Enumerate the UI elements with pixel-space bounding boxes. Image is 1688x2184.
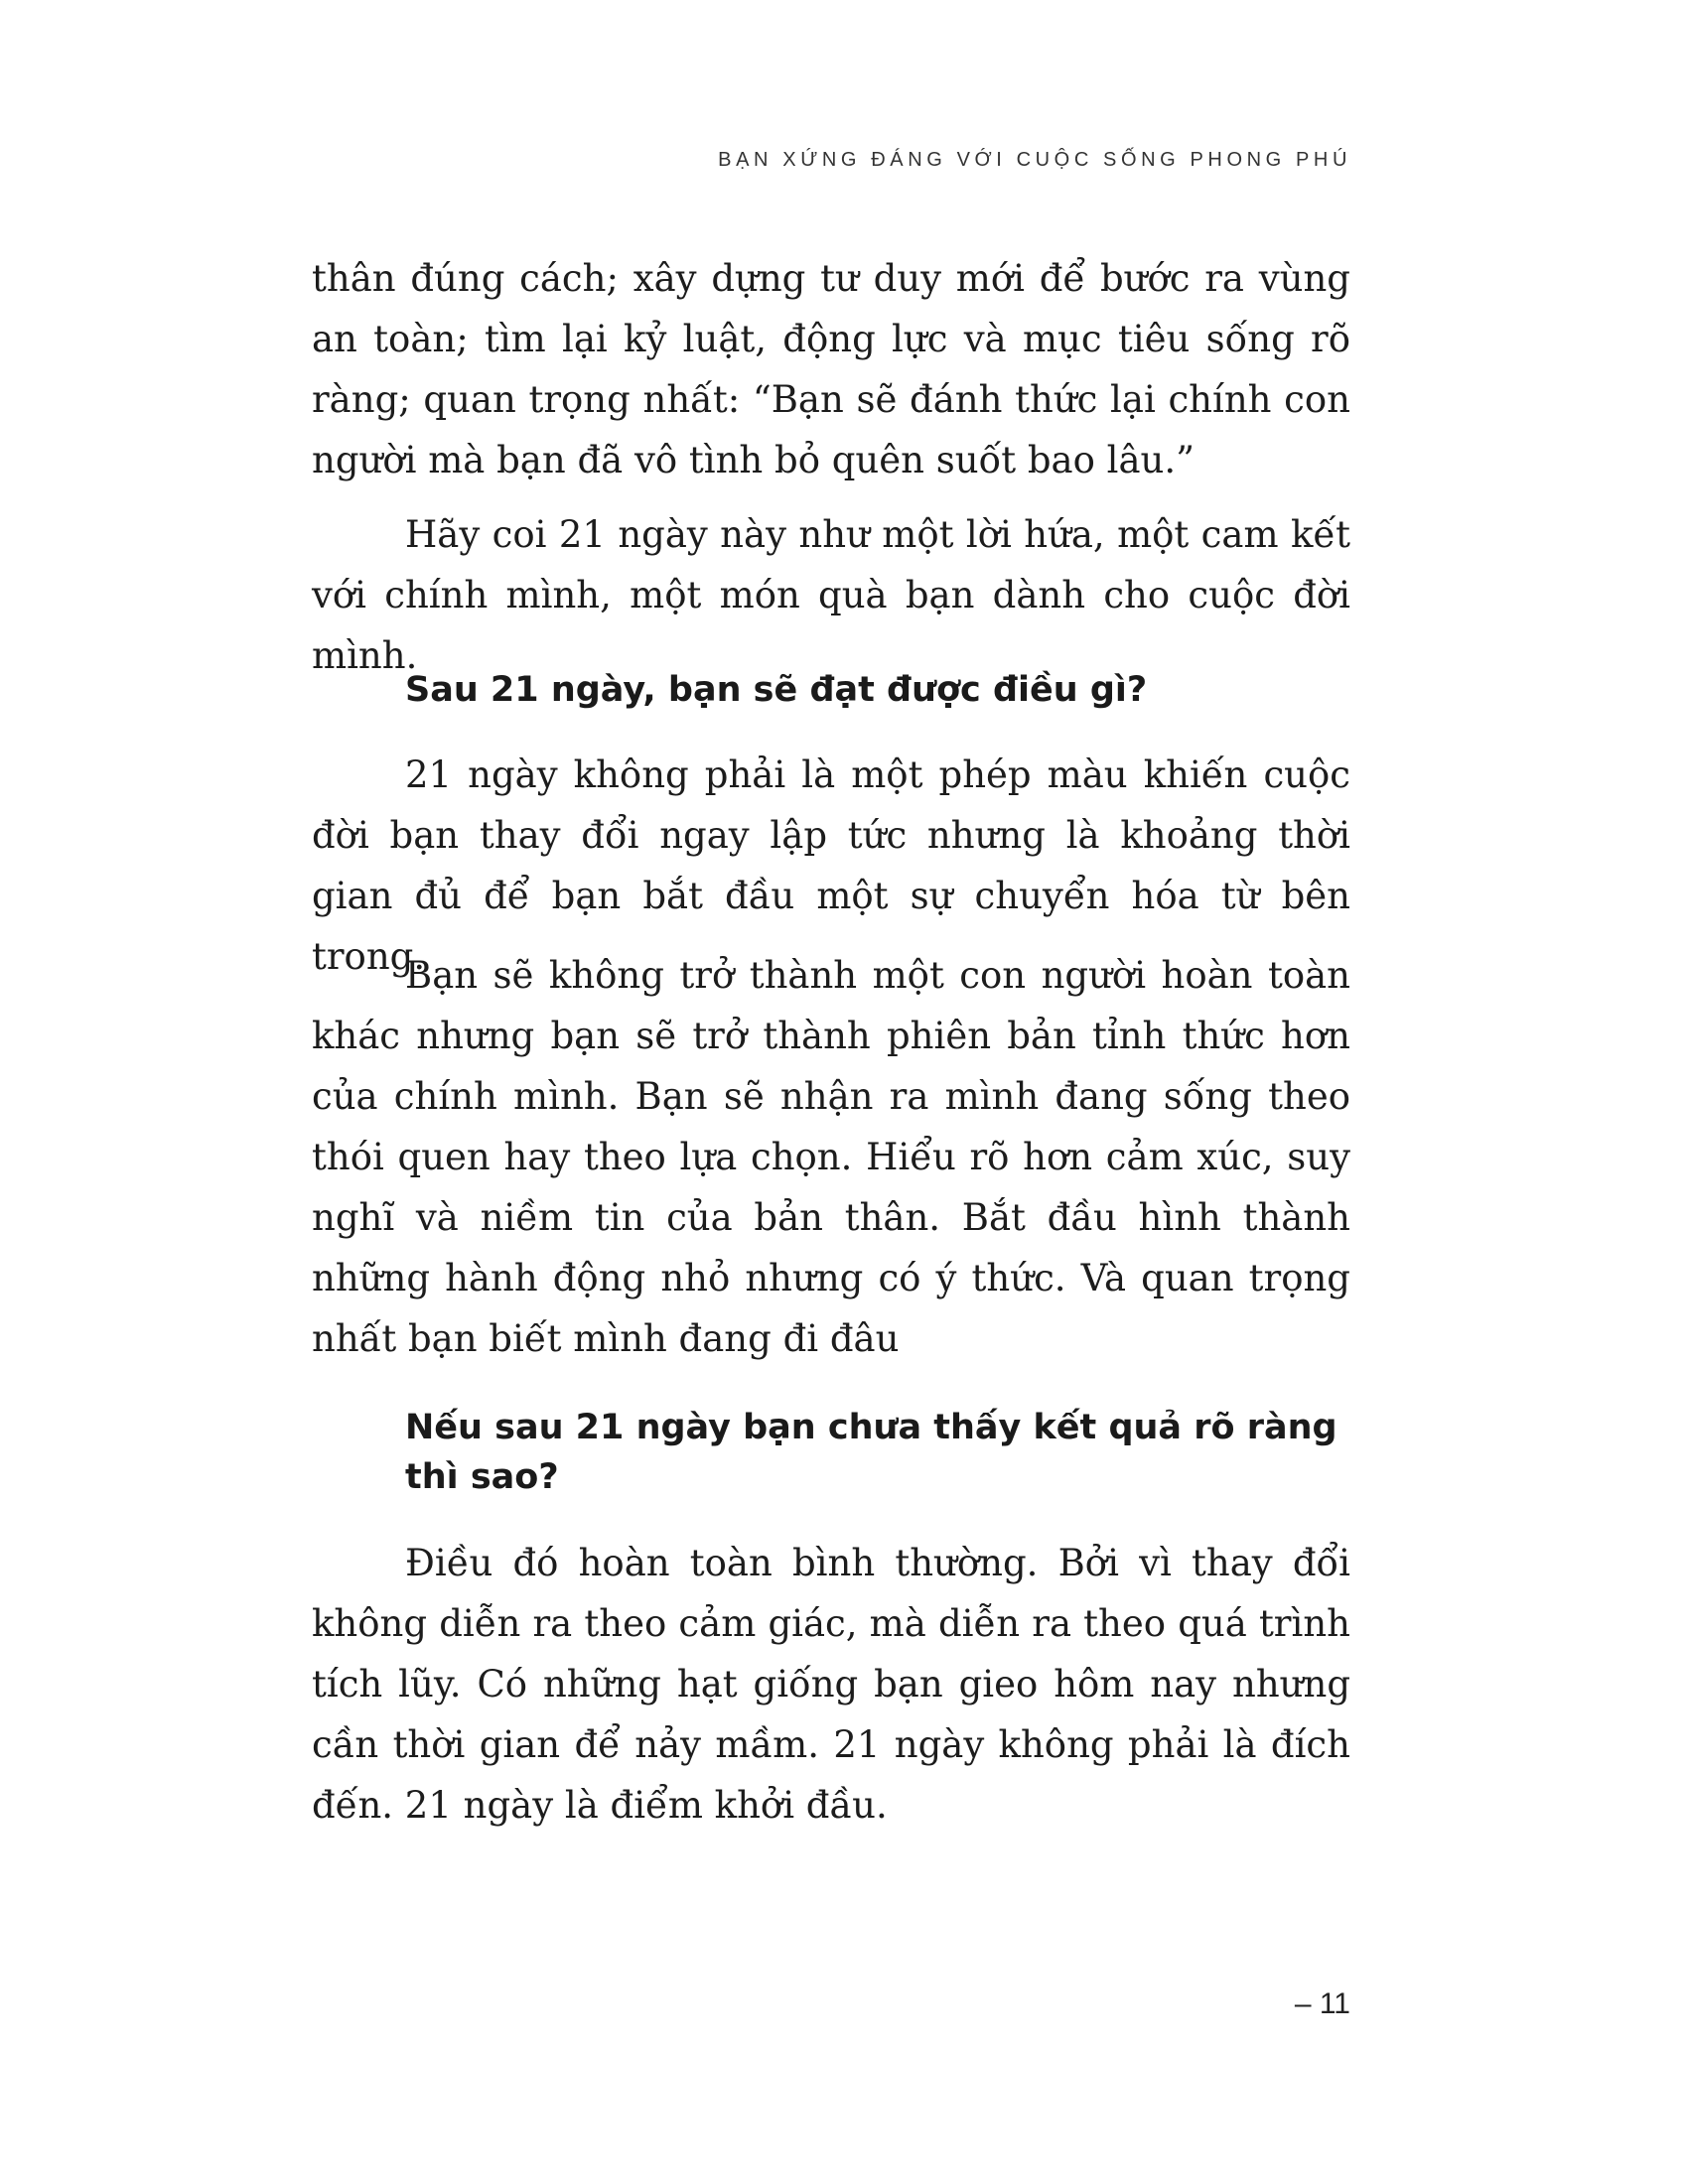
body-paragraph: Hãy coi 21 ngày này như một lời hứa, một cam kết với chính mình, một món quà bạn dành cho cuộc đời mình. — [312, 513, 1350, 677]
page-number: – 11 — [1294, 1987, 1350, 2020]
body-paragraph: thân đúng cách; xây dựng tư duy mới để bước ra vùng an toàn; tìm lại kỷ luật, động lực và mục tiêu sống rõ ràng; quan trọng nhất: “Bạn sẽ đánh thức lại chính con người mà bạn đã vô tình bỏ quên suốt bao lâu.” — [312, 257, 1350, 481]
body-paragraph: Điều đó hoàn toàn bình thường. Bởi vì thay đổi không diễn ra theo cảm giác, mà diễn ra theo quá trình tích lũy. Có những hạt giống bạn gieo hôm nay nhưng cần thời gian để nảy mầm. 21 ngày không phải là đích đến. 21 ngày là điểm khởi đầu. — [312, 1542, 1350, 1827]
section-heading: Sau 21 ngày, bạn sẽ đạt được điều gì? — [405, 670, 1148, 710]
body-paragraph: Bạn sẽ không trở thành một con người hoàn toàn khác nhưng bạn sẽ trở thành phiên bản tỉnh thức hơn của chính mình. Bạn sẽ nhận ra mình đang sống theo thói quen hay theo lựa chọn. Hiểu rõ hơn cảm xúc, suy nghĩ và niềm tin của bản thân. Bắt đầu hình thành những hành động nhỏ nhưng có ý thức. Và quan trọng nhất bạn biết mình đang đi đâu — [312, 954, 1350, 1360]
body-paragraph: 21 ngày không phải là một phép màu khiến cuộc đời bạn thay đổi ngay lập tức nhưng là khoảng thời gian đủ để bạn bắt đầu một sự chuyển hóa từ bên trong. — [312, 753, 1350, 978]
paragraph-awakened-self — [312, 945, 1350, 1369]
paragraph-promise — [312, 504, 1350, 686]
running-header: BẠN XỨNG ĐÁNG VỚI CUỘC SỐNG PHONG PHÚ — [718, 149, 1351, 171]
section-heading: Nếu sau 21 ngày bạn chưa thấy kết quả rõ ràng thì sao? — [405, 1408, 1337, 1497]
paragraph-continuation — [312, 248, 1350, 490]
paragraph-normal — [312, 1533, 1350, 1836]
